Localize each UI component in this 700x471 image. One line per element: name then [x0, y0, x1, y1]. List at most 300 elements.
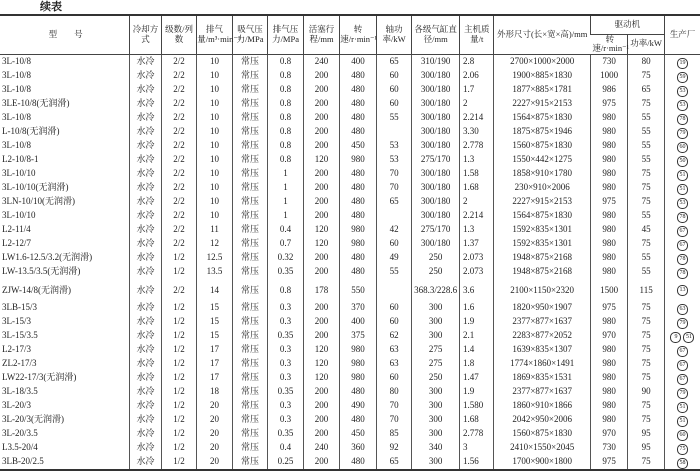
cell-suction: 常压: [232, 251, 268, 265]
cell-speed: 480: [340, 167, 377, 181]
cell-factory: [664, 329, 700, 343]
cell-discharge: 1: [268, 181, 304, 195]
table-row: [0, 125, 700, 139]
table-row: [0, 251, 700, 265]
cell-drive-speed: 980: [590, 237, 628, 251]
cell-flow: 12: [197, 237, 233, 251]
cell-bore: 300: [412, 413, 460, 427]
cell-discharge: 1: [268, 167, 304, 181]
table-caption: 续表: [40, 1, 62, 13]
table-row: [0, 371, 700, 385]
cell-cooling: 水冷: [130, 251, 161, 265]
cell-dims: 1564×875×1830: [494, 209, 590, 223]
cell-flow: 10: [197, 195, 233, 209]
cell-drive-speed: 730: [590, 54, 628, 69]
cell-stages: 2/2: [161, 83, 197, 97]
cell-speed: 480: [340, 385, 377, 399]
cell-speed: 375: [340, 329, 377, 343]
cell-stroke: 200: [303, 301, 340, 315]
cell-cooling: 水冷: [130, 153, 161, 167]
cell-drive-speed: 980: [590, 209, 628, 223]
factory-code-badge: 60: [677, 142, 688, 153]
cell-bore: 368.3/228.6: [412, 279, 460, 301]
table-row: [0, 153, 700, 167]
cell-discharge: 0.4: [268, 441, 304, 455]
cell-drive-speed: 975: [590, 97, 628, 111]
cell-drive-speed: 975: [590, 195, 628, 209]
cell-discharge: 0.8: [268, 139, 304, 153]
cell-drive-power: 55: [628, 265, 665, 279]
cell-cooling: 水冷: [130, 69, 161, 83]
cell-flow: 10: [197, 153, 233, 167]
cell-discharge: 0.3: [268, 371, 304, 385]
cell-model: 3L-10/10(无润滑): [2, 181, 69, 192]
cell-suction: 常压: [232, 279, 268, 301]
cell-stroke: 200: [303, 69, 340, 83]
cell-bore: 300: [412, 301, 460, 315]
cell-factory: [664, 357, 700, 371]
cell-suction: 常压: [232, 223, 268, 237]
header-drive: 驱动机: [590, 15, 664, 34]
header-drive-power: 功率/kW: [628, 34, 665, 54]
cell-drive-power: 65: [628, 83, 665, 97]
cell-flow: 15: [197, 315, 233, 329]
cell-stages: 2/2: [161, 97, 197, 111]
cell-mass: 2.778: [459, 427, 493, 441]
cell-mass: 2: [459, 97, 493, 111]
cell-drive-power: 75: [628, 301, 665, 315]
table-row: [0, 399, 700, 413]
cell-speed: 480: [340, 209, 377, 223]
cell-cooling: 水冷: [130, 195, 161, 209]
cell-drive-power: 75: [628, 181, 665, 195]
cell-factory: [664, 125, 700, 139]
cell-suction: 常压: [232, 111, 268, 125]
factory-code-badge: 51: [677, 402, 688, 413]
cell-dims: 1560×875×1830: [494, 139, 590, 153]
cell-discharge: 0.3: [268, 413, 304, 427]
cell-stroke: 200: [303, 139, 340, 153]
cell-model: 3L-20/3(无润滑): [2, 413, 64, 424]
cell-factory: [664, 343, 700, 357]
table-row: [0, 97, 700, 111]
cell-discharge: 0.8: [268, 69, 304, 83]
cell-discharge: 0.8: [268, 83, 304, 97]
cell-power: [376, 125, 412, 139]
cell-bore: 275/170: [412, 153, 460, 167]
cell-drive-speed: 970: [590, 329, 628, 343]
cell-drive-speed: 986: [590, 83, 628, 97]
cell-speed: 480: [340, 181, 377, 195]
cell-factory: [664, 209, 700, 223]
cell-mass: 1.3: [459, 223, 493, 237]
cell-mass: 1.6: [459, 301, 493, 315]
cell-model: 3L-10/10: [2, 167, 36, 178]
cell-flow: 10: [197, 111, 233, 125]
table-row: [0, 83, 700, 97]
cell-stages: 1/2: [161, 251, 197, 265]
cell-drive-speed: 980: [590, 167, 628, 181]
cell-factory: [664, 223, 700, 237]
cell-dims: 2283×877×2052: [494, 329, 590, 343]
cell-dims: 1639×835×1307: [494, 343, 590, 357]
cell-stroke: 120: [303, 153, 340, 167]
cell-power: 49: [376, 251, 412, 265]
cell-stages: 1/2: [161, 371, 197, 385]
cell-stages: 1/2: [161, 357, 197, 371]
cell-drive-power: 75: [628, 237, 665, 251]
cell-cooling: 水冷: [130, 399, 161, 413]
cell-mass: 1.9: [459, 315, 493, 329]
cell-stroke: 200: [303, 209, 340, 223]
cell-speed: 450: [340, 427, 377, 441]
cell-discharge: 0.8: [268, 97, 304, 111]
cell-flow: 20: [197, 427, 233, 441]
cell-speed: 480: [340, 125, 377, 139]
cell-bore: 300/180: [412, 237, 460, 251]
cell-stages: 2/2: [161, 223, 197, 237]
cell-flow: 20: [197, 399, 233, 413]
cell-suction: 常压: [232, 343, 268, 357]
cell-dims: 1564×875×1830: [494, 111, 590, 125]
cell-suction: 常压: [232, 357, 268, 371]
cell-drive-power: 55: [628, 209, 665, 223]
cell-suction: 常压: [232, 427, 268, 441]
cell-discharge: 0.3: [268, 301, 304, 315]
cell-discharge: 0.35: [268, 265, 304, 279]
cell-speed: 480: [340, 97, 377, 111]
cell-suction: 常压: [232, 301, 268, 315]
cell-drive-speed: 980: [590, 181, 628, 195]
cell-power: 63: [376, 343, 412, 357]
cell-factory: [664, 315, 700, 329]
cell-drive-speed: 980: [590, 315, 628, 329]
cell-model: LW-13.5/3.5(无润滑): [2, 265, 81, 276]
cell-speed: 980: [340, 357, 377, 371]
cell-bore: 300/180: [412, 139, 460, 153]
cell-stages: 1/2: [161, 329, 197, 343]
cell-drive-speed: 980: [590, 111, 628, 125]
cell-bore: 300: [412, 329, 460, 343]
cell-power: 60: [376, 69, 412, 83]
cell-speed: 480: [340, 251, 377, 265]
cell-model: 3L-20/3.5: [2, 427, 38, 438]
factory-code-badge: 67: [677, 226, 688, 237]
cell-stroke: 240: [303, 441, 340, 455]
cell-stages: 2/2: [161, 209, 197, 223]
table-row: [0, 455, 700, 470]
cell-mass: 1.68: [459, 181, 493, 195]
cell-stroke: 200: [303, 427, 340, 441]
table-row: [0, 54, 700, 69]
cell-stroke: 240: [303, 54, 340, 69]
cell-mass: 1.3: [459, 153, 493, 167]
table-row: [0, 195, 700, 209]
factory-code-badge: 79: [677, 388, 688, 399]
cell-power: 62: [376, 329, 412, 343]
cell-model: 3L-15/3.5: [2, 329, 38, 340]
cell-speed: 480: [340, 413, 377, 427]
cell-stages: 1/2: [161, 399, 197, 413]
cell-model: ZJW-14/8(无润滑): [2, 284, 71, 295]
factory-code-badge: 13: [677, 285, 688, 296]
cell-suction: 常压: [232, 441, 268, 455]
cell-flow: 10: [197, 97, 233, 111]
table-row: [0, 413, 700, 427]
cell-drive-speed: 975: [590, 455, 628, 470]
cell-cooling: 水冷: [130, 209, 161, 223]
cell-speed: 480: [340, 455, 377, 470]
cell-suction: 常压: [232, 371, 268, 385]
cell-cooling: 水冷: [130, 97, 161, 111]
cell-mass: 1.37: [459, 237, 493, 251]
factory-code-badge: 60: [677, 430, 688, 441]
cell-bore: 250: [412, 371, 460, 385]
cell-flow: 10: [197, 209, 233, 223]
cell-stroke: 120: [303, 343, 340, 357]
cell-stages: 2/2: [161, 69, 197, 83]
cell-mass: 3: [459, 441, 493, 455]
cell-power: 55: [376, 111, 412, 125]
cell-suction: 常压: [232, 209, 268, 223]
cell-stages: 1/2: [161, 265, 197, 279]
cell-cooling: 水冷: [130, 413, 161, 427]
cell-cooling: 水冷: [130, 237, 161, 251]
cell-power: 53: [376, 139, 412, 153]
cell-flow: 12.5: [197, 251, 233, 265]
cell-suction: 常压: [232, 399, 268, 413]
cell-stages: 2/2: [161, 279, 197, 301]
cell-suction: 常压: [232, 125, 268, 139]
cell-flow: 11: [197, 223, 233, 237]
cell-mass: 2.073: [459, 265, 493, 279]
cell-mass: 1.56: [459, 455, 493, 470]
cell-cooling: 水冷: [130, 167, 161, 181]
cell-speed: 450: [340, 139, 377, 153]
header-dims: 外形尺寸(长×宽×高)/mm: [494, 15, 590, 54]
factory-code-badge: 67: [677, 240, 688, 251]
cell-drive-speed: 980: [590, 399, 628, 413]
cell-drive-power: 45: [628, 223, 665, 237]
cell-model: 3L-10/8: [2, 83, 31, 94]
cell-cooling: 水冷: [130, 427, 161, 441]
table-row: [0, 441, 700, 455]
cell-mass: 2: [459, 195, 493, 209]
cell-mass: 1.580: [459, 399, 493, 413]
cell-stroke: 120: [303, 371, 340, 385]
cell-factory: [664, 167, 700, 181]
cell-cooling: 水冷: [130, 223, 161, 237]
header-speed: 转速/r·min⁻¹: [340, 15, 377, 54]
cell-mass: 2.214: [459, 111, 493, 125]
cell-model: ZL2-17/3: [2, 357, 37, 368]
cell-bore: 250: [412, 251, 460, 265]
cell-mass: 1.68: [459, 413, 493, 427]
cell-suction: 常压: [232, 97, 268, 111]
cell-dims: 2700×1000×2000: [494, 54, 590, 69]
cell-mass: 2.06: [459, 69, 493, 83]
cell-drive-speed: 980: [590, 139, 628, 153]
cell-drive-power: 75: [628, 413, 665, 427]
header-model: 型 号: [0, 15, 130, 54]
cell-stroke: 200: [303, 413, 340, 427]
cell-suction: 常压: [232, 237, 268, 251]
cell-stroke: 200: [303, 195, 340, 209]
cell-power: 70: [376, 399, 412, 413]
cell-dims: 1860×910×1866: [494, 399, 590, 413]
cell-stages: 2/2: [161, 237, 197, 251]
cell-stroke: 200: [303, 265, 340, 279]
cell-model: L3.5-20/4: [2, 441, 38, 452]
cell-cooling: 水冷: [130, 371, 161, 385]
cell-factory: [664, 441, 700, 455]
cell-factory: [664, 455, 700, 470]
factory-code-badge: 53: [677, 198, 688, 209]
factory-code-badge: 53: [677, 86, 688, 97]
cell-factory: [664, 427, 700, 441]
cell-dims: 1592×835×1301: [494, 223, 590, 237]
cell-drive-power: 75: [628, 69, 665, 83]
cell-flow: 14: [197, 279, 233, 301]
cell-power: [376, 279, 412, 301]
header-cooling: 冷却方式: [130, 15, 161, 54]
cell-dims: 1700×900×1800: [494, 455, 590, 470]
cell-mass: 2.1: [459, 329, 493, 343]
cell-factory: [664, 279, 700, 301]
cell-speed: 550: [340, 279, 377, 301]
cell-discharge: 0.8: [268, 125, 304, 139]
cell-stroke: 178: [303, 279, 340, 301]
cell-power: 70: [376, 181, 412, 195]
cell-stroke: 120: [303, 223, 340, 237]
cell-bore: 275: [412, 343, 460, 357]
cell-dims: 2227×915×2153: [494, 195, 590, 209]
cell-model: L-10/8(无润滑): [2, 125, 60, 136]
cell-stages: 2/2: [161, 125, 197, 139]
cell-factory: [664, 399, 700, 413]
cell-speed: 370: [340, 301, 377, 315]
cell-model: 3L-10/8: [2, 139, 31, 150]
cell-stroke: 200: [303, 455, 340, 470]
cell-power: 70: [376, 413, 412, 427]
cell-model: LW22-17/3(无润滑): [2, 371, 77, 382]
factory-code-badge: 9: [670, 332, 681, 343]
cell-dims: 1875×875×1946: [494, 125, 590, 139]
cell-dims: 1774×1860×1491: [494, 357, 590, 371]
cell-dims: 230×910×2006: [494, 181, 590, 195]
cell-discharge: 0.3: [268, 343, 304, 357]
cell-flow: 20: [197, 413, 233, 427]
header-drive-speed: 转速/r·min⁻¹: [592, 33, 630, 53]
cell-bore: 300: [412, 427, 460, 441]
cell-speed: 400: [340, 315, 377, 329]
cell-bore: 300: [412, 385, 460, 399]
cell-stages: 1/2: [161, 441, 197, 455]
cell-power: 60: [376, 83, 412, 97]
cell-model: 3L-18/3.5: [2, 385, 38, 396]
cell-stroke: 200: [303, 97, 340, 111]
cell-suction: 常压: [232, 69, 268, 83]
cell-speed: 980: [340, 343, 377, 357]
cell-model: L2-10/8-1: [2, 153, 39, 164]
cell-power: 65: [376, 54, 412, 69]
cell-model: L2-11/4: [2, 223, 31, 234]
cell-dims: 2042×950×2006: [494, 413, 590, 427]
table-row: [0, 265, 700, 279]
cell-speed: 980: [340, 223, 377, 237]
cell-drive-speed: 980: [590, 357, 628, 371]
cell-cooling: 水冷: [130, 329, 161, 343]
cell-power: 42: [376, 223, 412, 237]
cell-model: LW1.6-12.5/3.2(无润滑): [2, 251, 93, 262]
cell-cooling: 水冷: [130, 54, 161, 69]
table-row: [0, 111, 700, 125]
factory-code-badge: 78: [677, 268, 688, 279]
cell-bore: 310/190: [412, 54, 460, 69]
cell-cooling: 水冷: [130, 455, 161, 470]
cell-suction: 常压: [232, 153, 268, 167]
table-row: [0, 315, 700, 329]
cell-cooling: 水冷: [130, 441, 161, 455]
factory-code-badge: 53: [677, 100, 688, 111]
cell-suction: 常压: [232, 139, 268, 153]
cell-drive-power: 55: [628, 153, 665, 167]
factory-code-badge: 67: [677, 346, 688, 357]
cell-model: 3L-10/8: [2, 69, 31, 80]
cell-factory: [664, 153, 700, 167]
cell-drive-power: 75: [628, 455, 665, 470]
cell-speed: 480: [340, 265, 377, 279]
cell-drive-speed: 980: [590, 251, 628, 265]
cell-factory: [664, 181, 700, 195]
cell-drive-speed: 1500: [590, 279, 628, 301]
cell-mass: 1.7: [459, 83, 493, 97]
cell-discharge: 0.4: [268, 223, 304, 237]
cell-suction: 常压: [232, 455, 268, 470]
cell-mass: 2.214: [459, 209, 493, 223]
cell-model: 3LB-20/2.5: [0, 455, 130, 470]
cell-drive-power: 75: [628, 329, 665, 343]
cell-power: 65: [376, 455, 412, 470]
cell-power: 60: [376, 301, 412, 315]
cell-drive-power: 75: [628, 357, 665, 371]
cell-bore: 300: [412, 455, 460, 470]
cell-model: 3L-10/10: [2, 209, 36, 220]
cell-drive-speed: 970: [590, 427, 628, 441]
cell-cooling: 水冷: [130, 181, 161, 195]
table-row: [0, 301, 700, 315]
cell-bore: 300/180: [412, 125, 460, 139]
cell-discharge: 0.8: [268, 279, 304, 301]
cell-cooling: 水冷: [130, 139, 161, 153]
cell-flow: 10: [197, 125, 233, 139]
cell-stages: 2/2: [161, 181, 197, 195]
cell-stages: 1/2: [161, 301, 197, 315]
cell-drive-power: 55: [628, 125, 665, 139]
cell-discharge: 0.32: [268, 251, 304, 265]
cell-drive-speed: 980: [590, 343, 628, 357]
factory-code-badge: 79: [677, 318, 688, 329]
cell-dims: 2377×877×1637: [494, 385, 590, 399]
cell-bore: 300/180: [412, 181, 460, 195]
cell-stroke: 200: [303, 181, 340, 195]
cell-discharge: 0.35: [268, 329, 304, 343]
factory-code-badge: 51: [677, 184, 688, 195]
factory-code-badge: 51: [677, 416, 688, 427]
cell-stages: 1/2: [161, 385, 197, 399]
cell-stages: 2/2: [161, 111, 197, 125]
cell-drive-speed: 980: [590, 385, 628, 399]
